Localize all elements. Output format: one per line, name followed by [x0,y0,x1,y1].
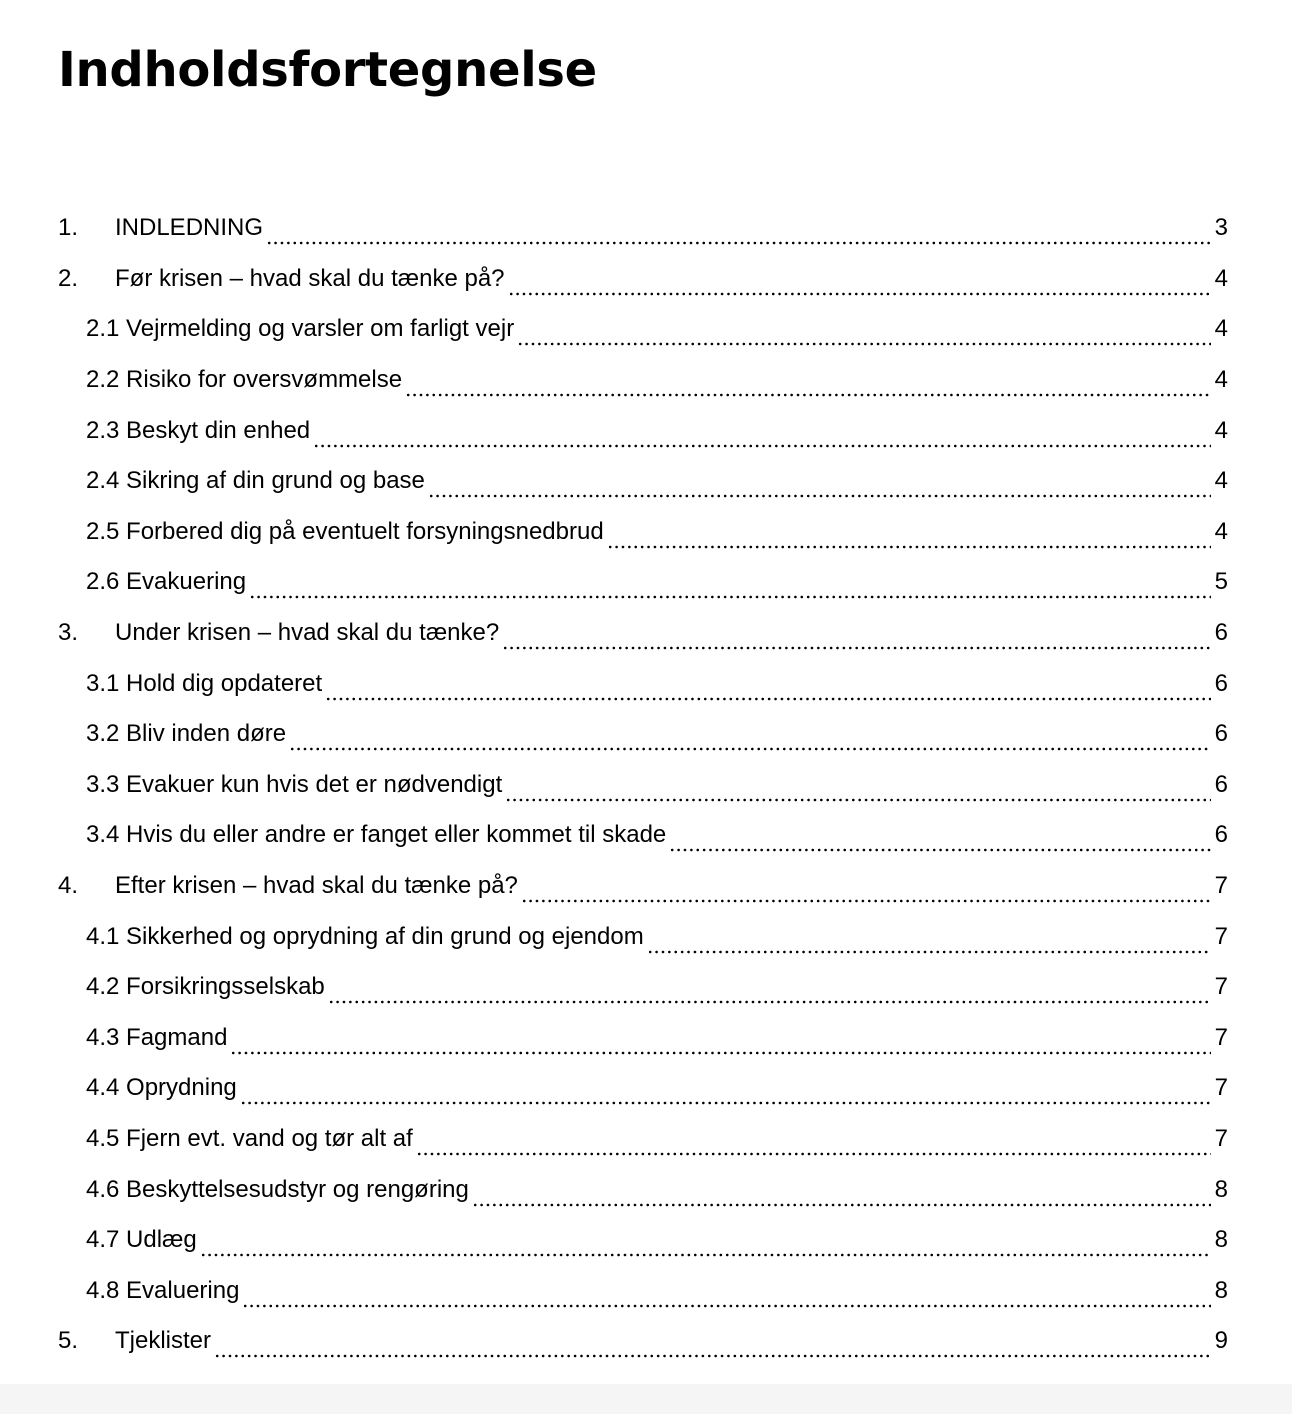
toc-entry[interactable] [0,456,1228,507]
dot-leader [647,931,1211,955]
toc-entry-page-number: 7 [1214,973,1228,1001]
toc-entry-page-number: 9 [1214,1327,1228,1355]
toc-entry[interactable] [0,810,1228,861]
toc-entry[interactable] [0,203,1228,254]
dot-leader [607,526,1211,550]
dot-leader [289,728,1211,752]
toc-entry-page-number: 3 [1214,214,1228,242]
toc-entry-page-number: 8 [1214,1175,1228,1203]
toc-entry-label: 3.3 Evakuer kun hvis det er nødvendigt [86,770,503,798]
toc-entry[interactable] [0,304,1228,355]
toc-entry-label: INDLEDNING [115,214,264,242]
dot-leader [428,475,1211,499]
toc-entry-label: 4.5 Fjern evt. vand og tør alt af [86,1124,413,1152]
toc-entry-number: 3. [58,619,79,647]
dot-leader [328,981,1211,1005]
toc-entry-page-number: 7 [1214,1124,1228,1152]
toc-entry-label: Under krisen – hvad skal du tænke? [115,619,500,647]
toc-entry-label: 3.2 Bliv inden døre [86,720,287,748]
dot-leader [242,1285,1211,1309]
toc-entry-label: Før krisen – hvad skal du tænke på? [115,264,505,292]
toc-entry[interactable] [0,861,1228,912]
toc-entry-label: 2.4 Sikring af din grund og base [86,467,425,495]
dot-leader [214,1335,1211,1359]
toc-entry-page-number: 5 [1214,568,1228,596]
dot-leader [200,1234,1211,1258]
toc-entry-number: 2. [58,264,79,292]
toc-entry[interactable] [0,1063,1228,1114]
toc-entry-page-number: 4 [1214,416,1228,444]
toc-entry[interactable] [0,1013,1228,1064]
toc-entry-number: 4. [58,872,79,900]
page-bottom-edge [0,1384,1292,1414]
toc-entry-label: 4.8 Evaluering [86,1276,240,1304]
toc-entry-page-number: 6 [1214,669,1228,697]
toc-entry-label: 2.5 Forbered dig på eventuelt forsyningsnedbrud [86,517,604,545]
toc-entry-label: 4.6 Beskyttelsesudstyr og rengøring [86,1175,469,1203]
dot-leader [405,374,1211,398]
toc-entry-label: 2.1 Vejrmelding og varsler om farligt vejr [86,315,515,343]
toc-entry-page-number: 7 [1214,1074,1228,1102]
toc-entry-label: 3.1 Hold dig opdateret [86,669,323,697]
toc-entry-page-number: 6 [1214,770,1228,798]
dot-leader [313,425,1211,449]
dot-leader [240,1082,1211,1106]
toc-entry-label: 2.2 Risiko for oversvømmelse [86,366,403,394]
toc-entry-page-number: 4 [1214,517,1228,545]
page-title: Indholdsfortegnelse [58,42,597,98]
toc-entry[interactable] [0,507,1228,558]
toc-entry[interactable] [0,1316,1228,1367]
dot-leader [521,880,1211,904]
toc-entry-page-number: 6 [1214,619,1228,647]
toc-entry-label: 4.7 Udlæg [86,1226,197,1254]
toc-entry-label: Tjeklister [115,1327,212,1355]
dot-leader [325,678,1211,702]
toc-entry[interactable] [0,1265,1228,1316]
toc-entry-page-number: 4 [1214,366,1228,394]
toc-entry[interactable] [0,709,1228,760]
toc-entry-label: 4.4 Oprydning [86,1074,237,1102]
toc-entry-label: 2.3 Beskyt din enhed [86,416,311,444]
toc-entry[interactable] [0,658,1228,709]
toc-entry-number: 1. [58,214,79,242]
toc-entry[interactable] [0,608,1228,659]
dot-leader [266,222,1211,246]
toc-entry-label: 2.6 Evakuering [86,568,247,596]
toc-entry[interactable] [0,1215,1228,1266]
toc-entry-page-number: 4 [1214,264,1228,292]
toc-entry-label: Efter krisen – hvad skal du tænke på? [115,872,518,900]
toc-entry[interactable] [0,1164,1228,1215]
dot-leader [508,273,1211,297]
toc-entry[interactable] [0,1114,1228,1165]
toc-entry-page-number: 8 [1214,1226,1228,1254]
toc-entry-page-number: 7 [1214,1023,1228,1051]
toc-entry-label: 4.2 Forsikringsselskab [86,973,325,1001]
toc-entry-page-number: 4 [1214,315,1228,343]
toc-entry[interactable] [0,760,1228,811]
dot-leader [472,1184,1211,1208]
table-of-contents [0,203,1292,1367]
toc-entry-label: 4.1 Sikkerhed og oprydning af din grund og ejendom [86,922,644,950]
toc-entry-page-number: 7 [1214,872,1228,900]
toc-entry[interactable] [0,254,1228,305]
dot-leader [416,1133,1211,1157]
toc-entry-page-number: 6 [1214,821,1228,849]
toc-entry-page-number: 6 [1214,720,1228,748]
toc-entry[interactable] [0,911,1228,962]
toc-entry-label: 3.4 Hvis du eller andre er fanget eller kommet til skade [86,821,667,849]
toc-entry[interactable] [0,405,1228,456]
dot-leader [230,1032,1211,1056]
toc-entry-label: 4.3 Fagmand [86,1023,228,1051]
dot-leader [669,829,1211,853]
dot-leader [249,576,1211,600]
toc-entry[interactable] [0,962,1228,1013]
dot-leader [517,323,1211,347]
toc-entry-page-number: 8 [1214,1276,1228,1304]
dot-leader [505,779,1211,803]
toc-entry-page-number: 4 [1214,467,1228,495]
toc-entry-number: 5. [58,1327,79,1355]
toc-entry[interactable] [0,557,1228,608]
toc-entry[interactable] [0,355,1228,406]
dot-leader [502,627,1211,651]
toc-entry-page-number: 7 [1214,922,1228,950]
